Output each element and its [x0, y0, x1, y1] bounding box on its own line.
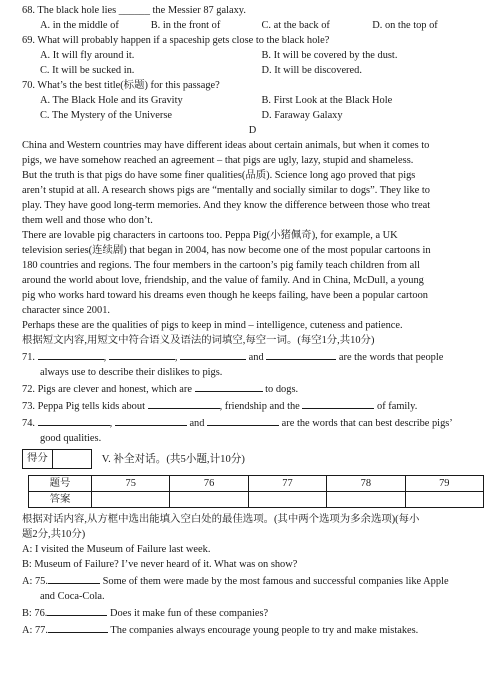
option-a: A. in the middle of: [40, 20, 119, 31]
question-stem: 69. What will probably happen if a spaceship gets close to the black hole?: [22, 35, 330, 46]
table-answer-label: 答案: [29, 492, 92, 508]
section-title: V. 补全对话。(共5小题,计10分): [101, 453, 245, 465]
answer-cell[interactable]: [405, 492, 483, 508]
passage-line: character since 2001.: [22, 305, 110, 316]
options: [22, 63, 483, 78]
section-heading-d: D: [248, 125, 257, 136]
question-stem: 68. The black hole lies ______ the Messier 87 galaxy.: [22, 5, 246, 16]
option-d: D. It will be discovered.: [261, 65, 362, 76]
question-74: 74. , and are the words that can best describe pigs’: [22, 414, 483, 431]
dialog: [22, 542, 483, 638]
passage-line: play. They have good long-term memories. And they know the difference between those who treat: [22, 200, 431, 211]
option-a: A. It will fly around it.: [40, 50, 135, 61]
option-a: A. The Black Hole and its Gravity: [40, 95, 183, 106]
passage-line: Perhaps these are the qualities of pigs to keep in mind – intelligence, cuteness and patience.: [22, 320, 403, 331]
question-71: 71. , , and are the words that people: [22, 348, 483, 365]
option-b: B. First Look at the Black Hole: [261, 95, 393, 106]
question-69: [22, 33, 483, 78]
table-number: 77: [248, 476, 326, 492]
answer-blank[interactable]: [195, 380, 263, 392]
options: [22, 18, 483, 33]
question-68: [22, 3, 483, 33]
answer-blank[interactable]: [266, 348, 336, 360]
question-number: 74.: [22, 418, 35, 429]
answer-cell[interactable]: [170, 492, 248, 508]
passage-line: There are lovable pig characters in cartoons too. Peppa Pig(小猪佩奇), for example, a UK: [22, 230, 398, 241]
table-number: 75: [92, 476, 170, 492]
answer-cell[interactable]: [248, 492, 326, 508]
option-b: B. It will be covered by the dust.: [261, 50, 398, 61]
options: [22, 48, 483, 63]
passage-line: television series(连续剧) that began in 2004, has now become one of the most popular cartoons in: [22, 245, 431, 256]
options: [22, 108, 483, 123]
option-b: B. in the front of: [150, 20, 221, 31]
answer-cell[interactable]: [92, 492, 170, 508]
score-box: [22, 449, 92, 469]
option-c: C. It will be sucked in.: [40, 65, 135, 76]
passage-line: pigs, we have somehow reached an agreement – that pigs are ugly, lazy, stupid and shameless.: [22, 155, 414, 166]
dialog-instructions: 根据对话内容,从方框中选出能填入空白处的最佳选项。(其中两个选项为多余选项)(每小: [22, 514, 420, 525]
score-label: 得分: [23, 450, 53, 468]
passage-line: around the world about love, friendship, and the value of family. And in China, McDull, a young: [22, 275, 424, 286]
options: [22, 93, 483, 108]
answer-blank[interactable]: [38, 348, 104, 360]
answer-cell[interactable]: [327, 492, 405, 508]
option-c: C. at the back of: [261, 20, 330, 31]
score-field[interactable]: [53, 450, 91, 468]
answer-blank[interactable]: [207, 414, 279, 426]
passage: [22, 138, 483, 333]
answer-blank[interactable]: [38, 414, 110, 426]
answer-blank[interactable]: [47, 604, 107, 616]
answer-blank[interactable]: [115, 414, 187, 426]
question-70: [22, 78, 483, 123]
answer-blank[interactable]: [180, 348, 246, 360]
question-73: 73. Peppa Pig tells kids about , friendship and the of family.: [22, 397, 483, 414]
dialog-line: A: 77. The companies always encourage young people to try and make mistakes.: [22, 621, 483, 638]
table-header-label: 题号: [29, 476, 92, 492]
dialog-line-continued: and Coca-Cola.: [40, 591, 105, 602]
question-72: 72. Pigs are clever and honest, which are to dogs.: [22, 380, 483, 397]
option-d: D. on the top of: [372, 20, 438, 31]
passage-line: aren’t stupid at all. A research shows pigs are “mentally and socially similar to dogs”. They like to: [22, 185, 430, 196]
passage-line: But the truth is that pigs do have some finer qualities(品质). Science long ago proved that pigs: [22, 170, 416, 181]
dialog-line: B: Museum of Failure? I’ve never heard of it. What was on show?: [22, 559, 298, 570]
answer-blank[interactable]: [48, 621, 108, 633]
dialog-line: B: 76. Does it make fun of these companies?: [22, 604, 483, 621]
passage-line: them well and those who don’t.: [22, 215, 153, 226]
answer-blank[interactable]: [109, 348, 175, 360]
passage-line: 180 countries and regions. The four members in the cartoon’s pig family teach children from all: [22, 260, 420, 271]
answer-blank[interactable]: [48, 572, 100, 584]
question-71-continued: always use to describe their dislikes to pigs.: [40, 367, 223, 378]
passage-line: China and Western countries may have different ideas about certain animals, but when it comes to: [22, 140, 430, 151]
passage-line: pig who works hard toward his dreams even though he keeps failing, have been a popular cartoon: [22, 290, 428, 301]
dialog-instructions-continued: 题2分,共10分): [22, 529, 86, 540]
dialog-line: A: I visited the Museum of Failure last week.: [22, 544, 211, 555]
table-number: 76: [170, 476, 248, 492]
answer-blank[interactable]: [148, 397, 220, 409]
table-number: 78: [327, 476, 405, 492]
answer-blank[interactable]: [302, 397, 374, 409]
question-stem: 70. What’s the best title(标题) for this passage?: [22, 80, 220, 91]
question-number: 71.: [22, 352, 35, 363]
table-number: 79: [405, 476, 483, 492]
fill-instructions: 根据短文内容,用短文中符合语义及语法的词填空,每空一词。(每空1分,共10分): [22, 335, 375, 346]
section-v-header: [22, 449, 483, 469]
answer-table: [28, 475, 484, 508]
question-74-continued: good qualities.: [40, 433, 102, 444]
option-d: D. Faraway Galaxy: [261, 110, 343, 121]
option-c: C. The Mystery of the Universe: [40, 110, 172, 121]
dialog-line: A: 75. Some of them were made by the most famous and successful companies like Apple: [22, 572, 483, 589]
